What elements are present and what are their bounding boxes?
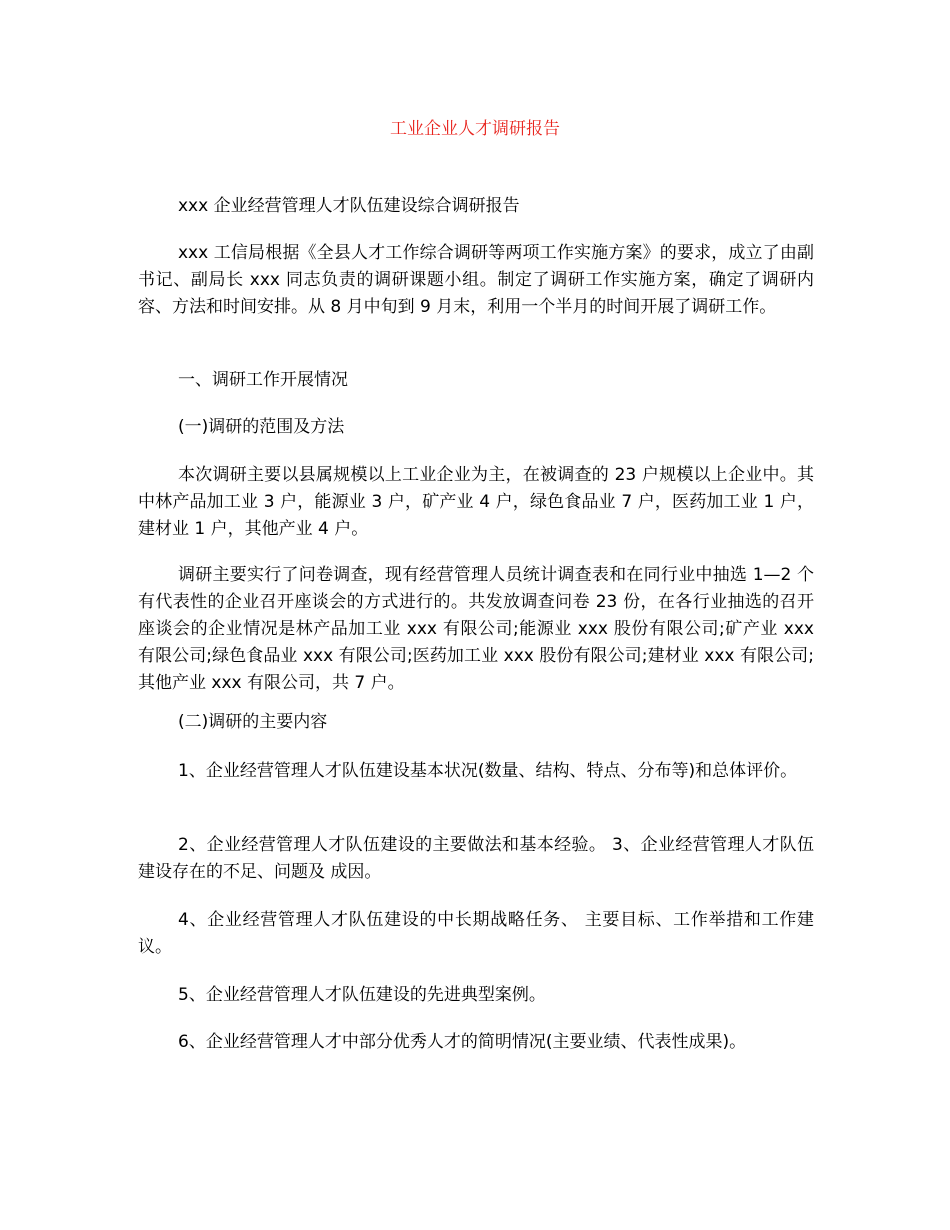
content-item-4: 4、企业经营管理人才队伍建设的中长期战略任务、 主要目标、工作举措和工作建议。 <box>138 910 814 957</box>
content-item-2-3: 2、企业经营管理人才队伍建设的主要做法和基本经验。 3、企业经营管理人才队伍建设存在的不足、问题及 成因。 <box>138 835 814 882</box>
method-paragraph: 调研主要实行了问卷调查，现有经营管理人员统计调查表和在同行业中抽选 1—2 个有代表性的企业召开座谈会的方式进行的。共发放调查问卷 23 份，在各行业抽选的召开座谈会的企业情况是林产品加工业 xxx 有限公司;能源业 xxx 股份有限公司;矿产业 xxx 有限公司;绿色食品业 xxx 有限公司;医药加工业 xxx 股份有限公司;建材业 xxx 有限公司;其他产业 xxx 有限公司，共 7 户。 <box>138 565 814 693</box>
document-title: 工业企业人才调研报告 <box>390 119 560 139</box>
subsection-heading-1: (一)调研的范围及方法 <box>178 417 345 437</box>
section-heading-1: 一、调研工作开展情况 <box>178 370 348 390</box>
report-subtitle-paragraph: xxx 企业经营管理人才队伍建设综合调研报告 <box>178 196 520 216</box>
intro-paragraph: xxx 工信局根据《全县人才工作综合调研等两项工作实施方案》的要求，成立了由副书记、副局长 xxx 同志负责的调研课题小组。制定了调研工作实施方案，确定了调研内容、方法和时间安排。从 8 月中旬到 9 月末，利用一个半月的时间开展了调研工作。 <box>138 243 814 317</box>
content-item-5: 5、企业经营管理人才队伍建设的先进典型案例。 <box>178 985 546 1005</box>
subsection-heading-2: (二)调研的主要内容 <box>178 712 328 732</box>
content-item-6: 6、企业经营管理人才中部分优秀人才的简明情况(主要业绩、代表性成果)。 <box>178 1032 747 1052</box>
scope-paragraph: 本次调研主要以县属规模以上工业企业为主，在被调查的 23 户规模以上企业中。其中林产品加工业 3 户，能源业 3 户，矿产业 4 户，绿色食品业 7 户，医药加工业 1 户，建材业 1 户，其他产业 4 户。 <box>138 465 814 539</box>
content-item-1: 1、企业经营管理人才队伍建设基本状况(数量、结构、特点、分布等)和总体评价。 <box>178 761 798 781</box>
